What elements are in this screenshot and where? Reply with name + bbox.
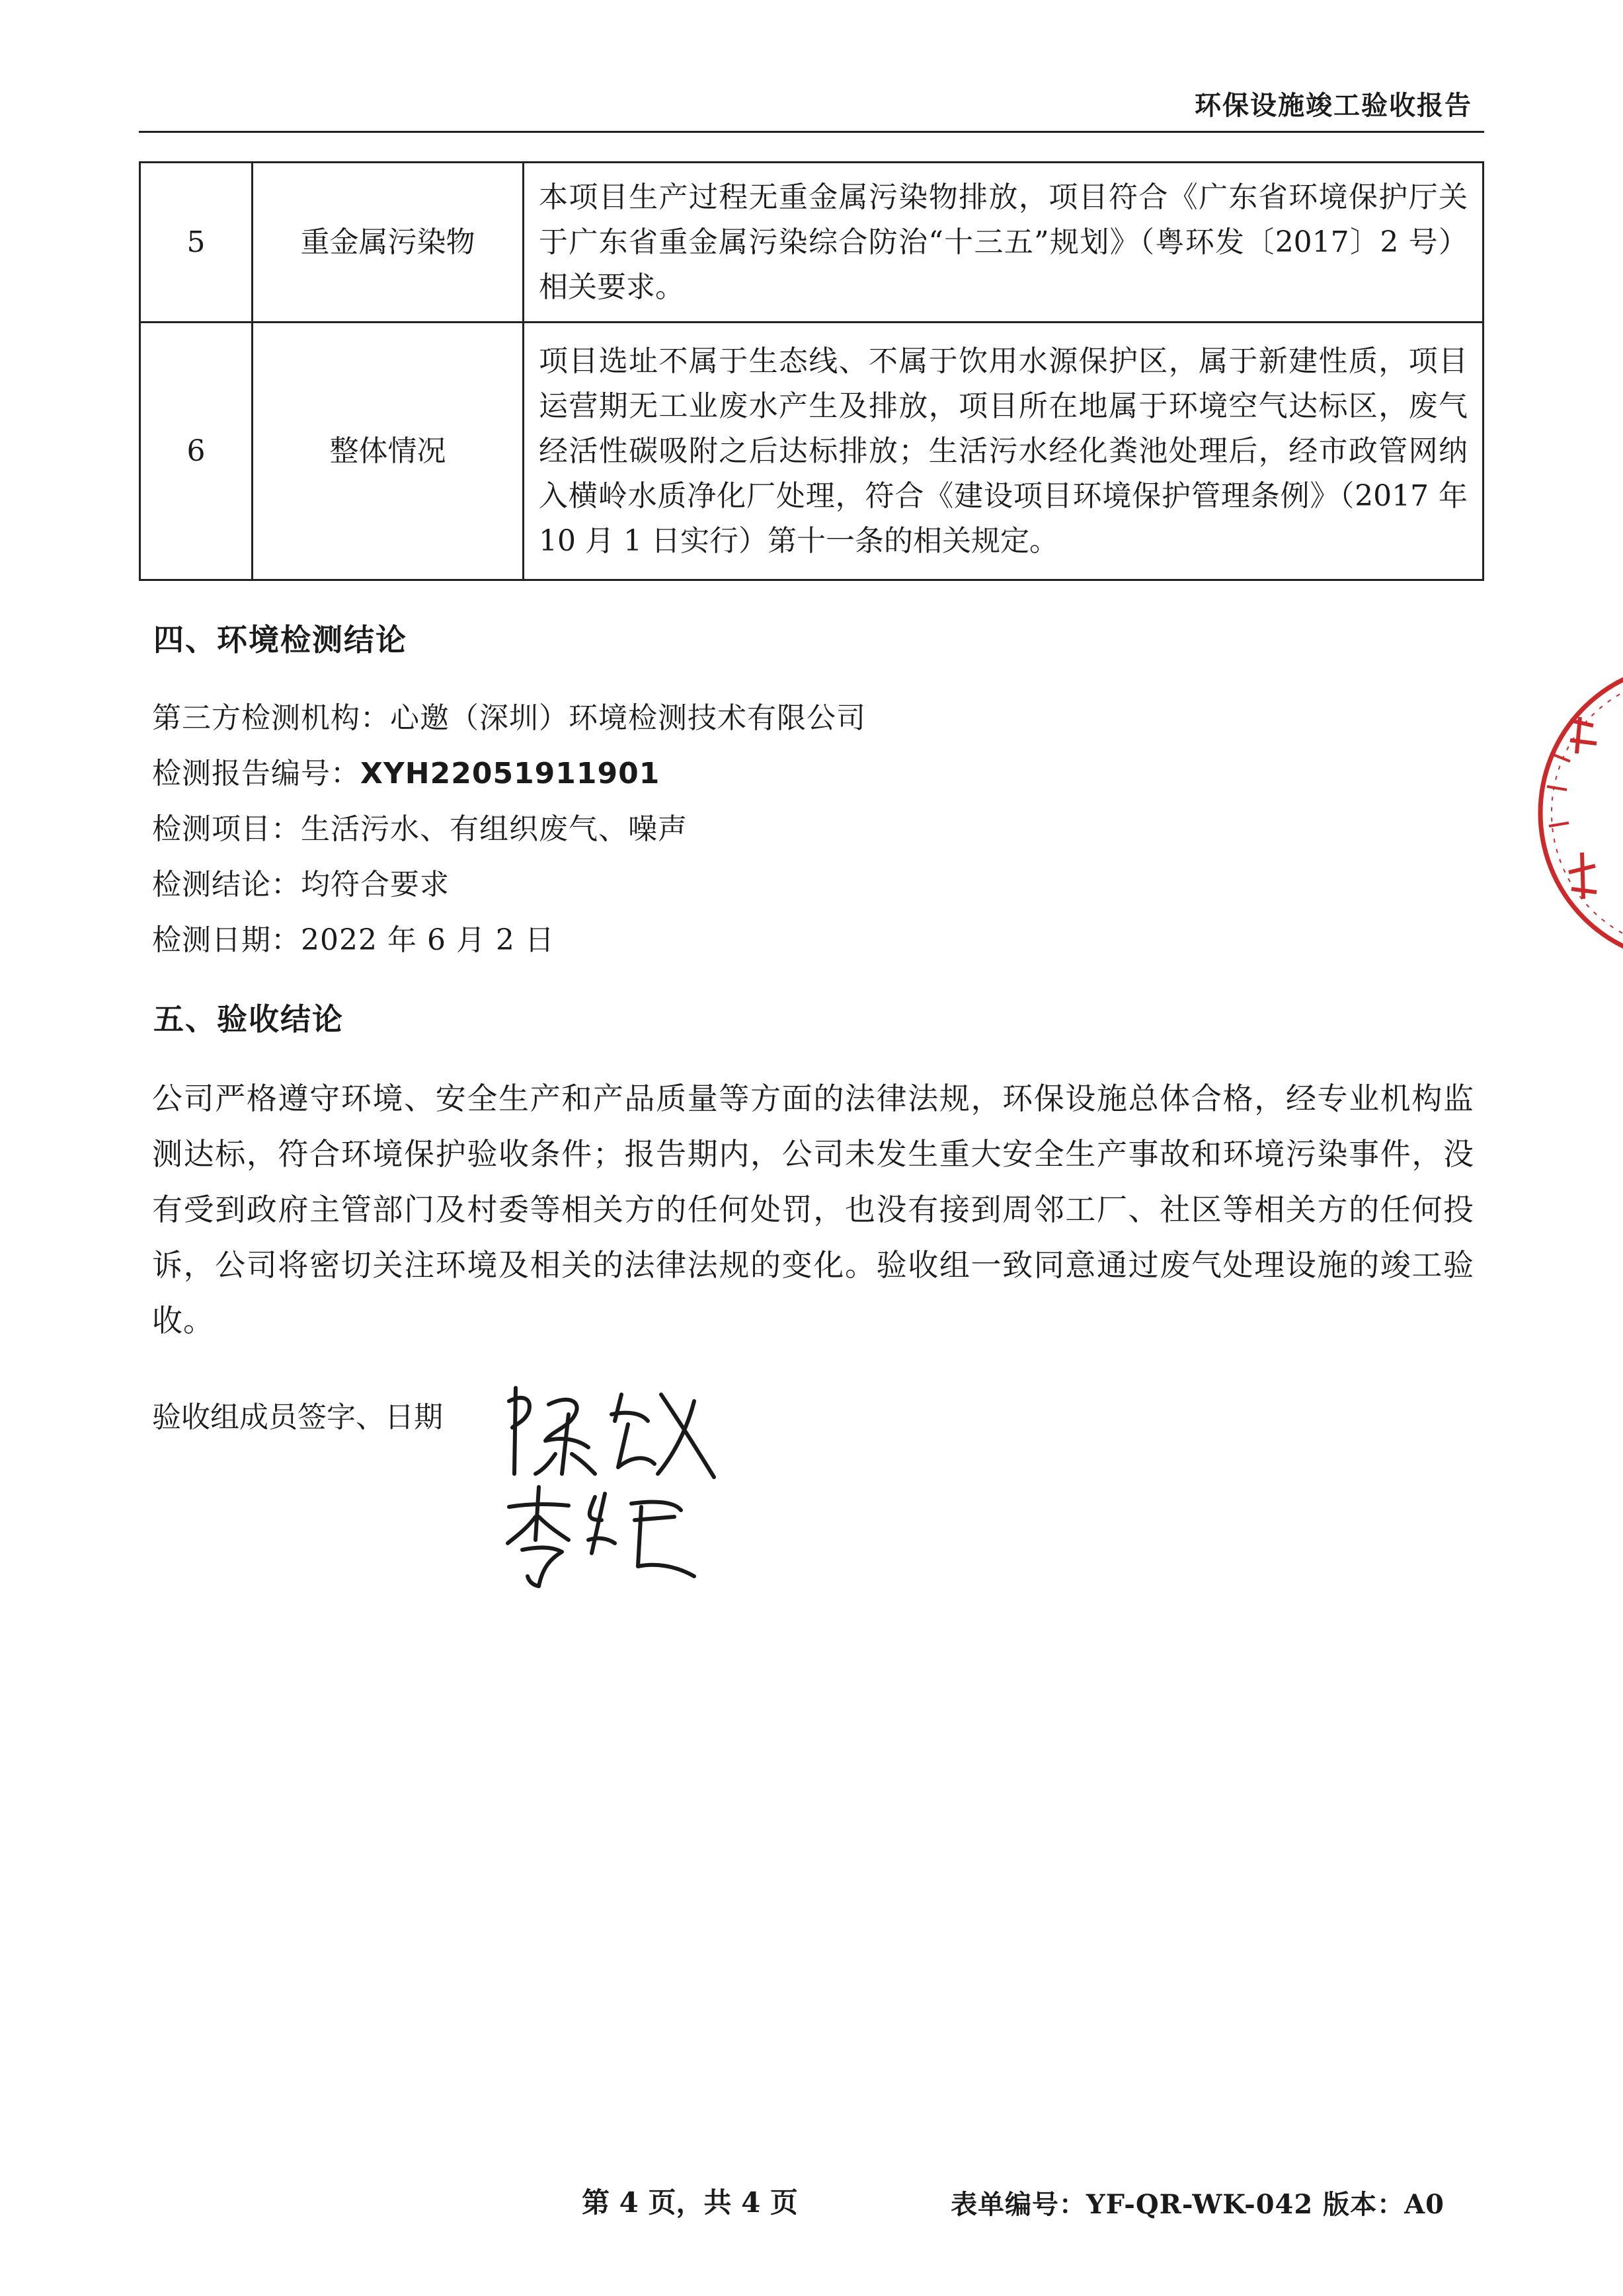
row-item: 整体情况 — [253, 323, 524, 580]
company-seal-image — [1530, 654, 1623, 972]
page-number: 第 4 页，共 4 页 — [582, 2186, 798, 2219]
conclusion-line — [152, 861, 450, 903]
compliance-table — [139, 161, 1484, 581]
table-row — [140, 163, 1484, 323]
row-description: 项目选址不属于生态线、不属于饮用水源保护区，属于新建性质，项目运营期无工业废水产生及排放，项目所在地属于环境空气达标区，废气经活性碳吸附之后达标排放；生活污水经化粪池处理后，经市政管网纳入横岭水质净化厂处理，符合《建设项目环境保护管理条例》（2017 年 10 月 1 日实行）第十一条的相关规定。 — [524, 323, 1484, 580]
items-value: 生活污水、有组织废气、噪声 — [301, 812, 688, 846]
row-item: 重金属污染物 — [253, 163, 524, 323]
report-label: 检测报告编号： — [152, 757, 360, 790]
form-number: 表单编号：YF-QR-WK-042 版本：A0 — [951, 2189, 1445, 2220]
date-value: 2022 年 6 月 2 日 — [301, 923, 555, 957]
sign-label: 验收组成员签字、日期 — [152, 1400, 443, 1434]
agency-value: 心邀（深圳）环境检测技术有限公司 — [390, 701, 866, 735]
row-description: 本项目生产过程无重金属污染物排放，项目符合《广东省环境保护厅关于广东省重金属污染综合防治“十三五”规划》（粤环发〔2017〕2 号）相关要求。 — [524, 163, 1484, 323]
section4-title: 四、环境检测结论 — [153, 622, 407, 658]
row-number: 5 — [140, 163, 253, 323]
acceptance-paragraph: 公司严格遵守环境、安全生产和产品质量等方面的法律法规，环保设施总体合格，经专业机构监测达标，符合环境保护验收条件；报告期内，公司未发生重大安全生产事故和环境污染事件，没有受到政府主管部门及村委等相关方的任何处罚，也没有接到周邻工厂、社区等相关方的任何投诉，公司将密切关注环境及相关的法律法规的变化。验收组一致同意通过废气处理设施的竣工验收。 — [152, 1081, 1474, 1338]
signature-2-image — [502, 1480, 701, 1593]
date-line — [152, 916, 555, 958]
date-label: 检测日期： — [152, 923, 301, 957]
header-rule — [139, 131, 1484, 133]
items-label: 检测项目： — [152, 812, 301, 846]
report-value: XYH22051911901 — [360, 757, 660, 790]
table-row — [140, 323, 1484, 580]
row-number: 6 — [140, 323, 253, 580]
signature-1-image — [496, 1375, 721, 1487]
header-title: 环保设施竣工验收报告 — [1195, 90, 1472, 121]
items-line — [152, 805, 688, 847]
agency-line — [152, 694, 866, 736]
report-line — [152, 749, 660, 792]
agency-label: 第三方检测机构： — [152, 701, 390, 735]
section5-title: 五、验收结论 — [153, 1001, 344, 1037]
conclusion-value: 均符合要求 — [301, 868, 450, 901]
conclusion-label: 检测结论： — [152, 868, 301, 901]
